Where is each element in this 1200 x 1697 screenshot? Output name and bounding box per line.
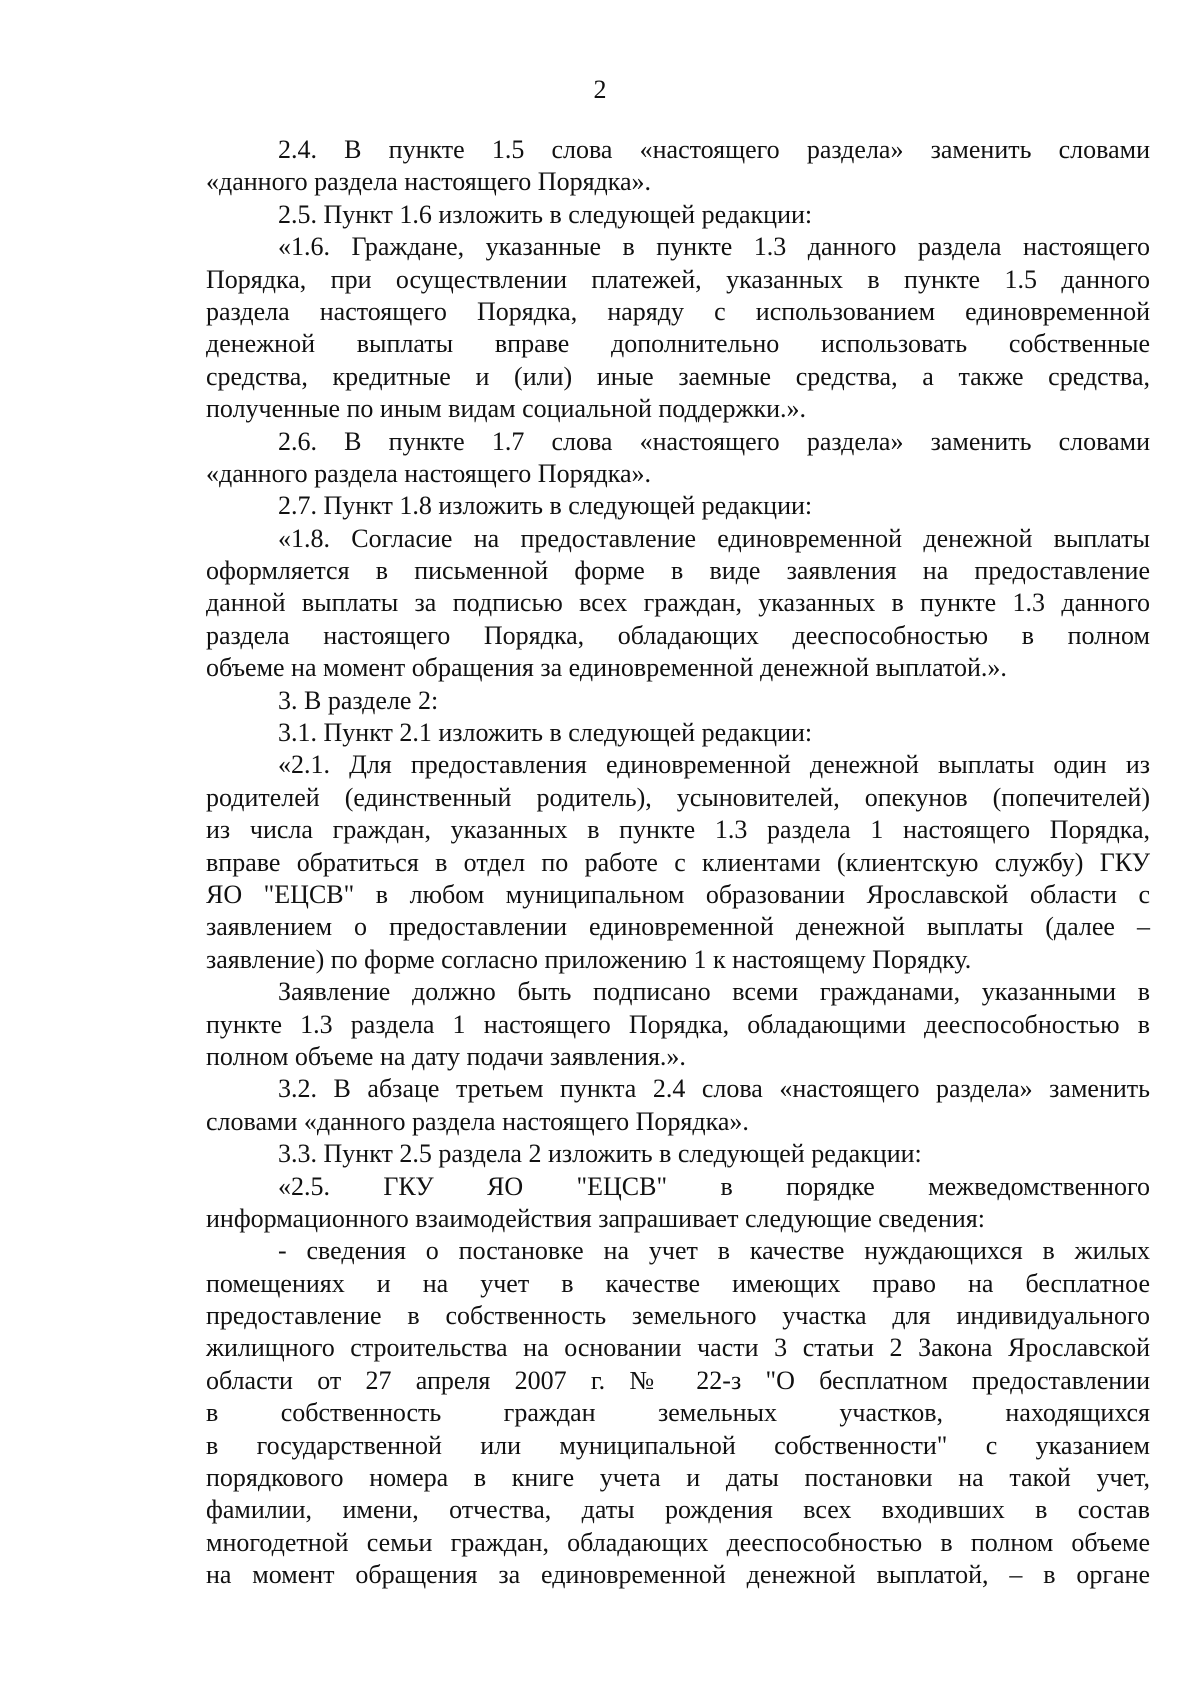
text-line: многодетной семьи граждан, обладающих дееспособностью в полном объеме [206, 1527, 1150, 1557]
text-line: 3.1. Пункт 2.1 изложить в следующей редакции: [278, 718, 813, 748]
text-line: оформляется в письменной форме в виде заявления на предоставление [206, 556, 1150, 586]
text-line: средства, кредитные и (или) иные заемные средства, а также средства, [206, 361, 1150, 391]
text-line: информационного взаимодействия запрашивает следующие сведения: [206, 1203, 985, 1233]
text-line: заявлением о предоставлении единовременной денежной выплаты (далее – [206, 912, 1150, 942]
text-line: 3. В разделе 2: [278, 685, 439, 715]
text-line: «2.1. Для предоставления единовременной денежной выплаты один из [278, 750, 1150, 780]
text-line: из числа граждан, указанных в пункте 1.3 раздела 1 настоящего Порядка, [206, 815, 1150, 845]
text-line: 2.5. Пункт 1.6 изложить в следующей редакции: [278, 199, 813, 229]
text-line: «1.6. Граждане, указанные в пункте 1.3 данного раздела настоящего [278, 232, 1150, 262]
text-line: ЯО "ЕЦСВ" в любом муниципальном образовании Ярославской области с [206, 879, 1150, 909]
text-line: 3.3. Пункт 2.5 раздела 2 изложить в следующей редакции: [278, 1139, 922, 1169]
text-line: «2.5. ГКУ ЯО "ЕЦСВ" в порядке межведомственного [278, 1171, 1150, 1201]
text-line: области от 27 апреля 2007 г. № 22-з "О бесплатном предоставлении [206, 1365, 1150, 1395]
text-line: словами «данного раздела настоящего Порядка». [206, 1106, 749, 1136]
text-line: Порядка, при осуществлении платежей, указанных в пункте 1.5 данного [206, 264, 1150, 294]
document-body [206, 134, 1150, 1592]
text-line: «данного раздела настоящего Порядка». [206, 167, 652, 197]
text-line: Заявление должно быть подписано всеми гражданами, указанными в [278, 977, 1150, 1007]
text-line: «1.8. Согласие на предоставление единовременной денежной выплаты [278, 523, 1150, 553]
text-line: «данного раздела настоящего Порядка». [206, 458, 652, 488]
text-line: 2.6. В пункте 1.7 слова «настоящего раздела» заменить словами [278, 426, 1150, 456]
text-line: родителей (единственный родитель), усыновителей, опекунов (попечителей) [206, 782, 1150, 812]
page-number: 2 [593, 75, 607, 104]
text-line: пункте 1.3 раздела 1 настоящего Порядка, обладающими дееспособностью в [206, 1009, 1150, 1039]
text-line: в собственность граждан земельных участков, находящихся [206, 1398, 1150, 1428]
text-line: денежной выплаты вправе дополнительно использовать собственные [206, 329, 1150, 359]
text-line: вправе обратиться в отдел по работе с клиентами (клиентскую службу) ГКУ [206, 847, 1150, 877]
text-line: в государственной или муниципальной собственности" с указанием [206, 1430, 1150, 1460]
text-line: жилищного строительства на основании части 3 статьи 2 Закона Ярославской [206, 1333, 1150, 1363]
text-line: 2.7. Пункт 1.8 изложить в следующей редакции: [278, 491, 813, 521]
text-line: порядкового номера в книге учета и даты постановки на такой учет, [206, 1463, 1150, 1493]
text-line: полученные по иным видам социальной поддержки.». [206, 394, 807, 424]
text-line: - сведения о постановке на учет в качестве нуждающихся в жилых [278, 1236, 1150, 1266]
text-line: фамилии, имени, отчества, даты рождения всех входивших в состав [206, 1495, 1150, 1525]
text-line: 2.4. В пункте 1.5 слова «настоящего раздела» заменить словами [278, 135, 1150, 164]
text-line: полном объеме на дату подачи заявления.». [206, 1041, 686, 1071]
text-line: заявление) по форме согласно приложению 1 к настоящему Порядку. [206, 944, 972, 974]
text-line: данной выплаты за подписью всех граждан, указанных в пункте 1.3 данного [206, 588, 1150, 618]
text-line: на момент обращения за единовременной денежной выплатой, – в органе [206, 1560, 1150, 1590]
text-line: 3.2. В абзаце третьем пункта 2.4 слова «настоящего раздела» заменить [278, 1074, 1150, 1104]
text-line: раздела настоящего Порядка, наряду с использованием единовременной [206, 296, 1150, 326]
text-line: раздела настоящего Порядка, обладающих дееспособностью в полном [206, 620, 1150, 650]
text-line: предоставление в собственность земельного участка для индивидуального [206, 1301, 1150, 1331]
text-line: помещениях и на учет в качестве имеющих право на бесплатное [206, 1268, 1150, 1298]
text-line: объеме на момент обращения за единовременной денежной выплатой.». [206, 653, 1007, 683]
